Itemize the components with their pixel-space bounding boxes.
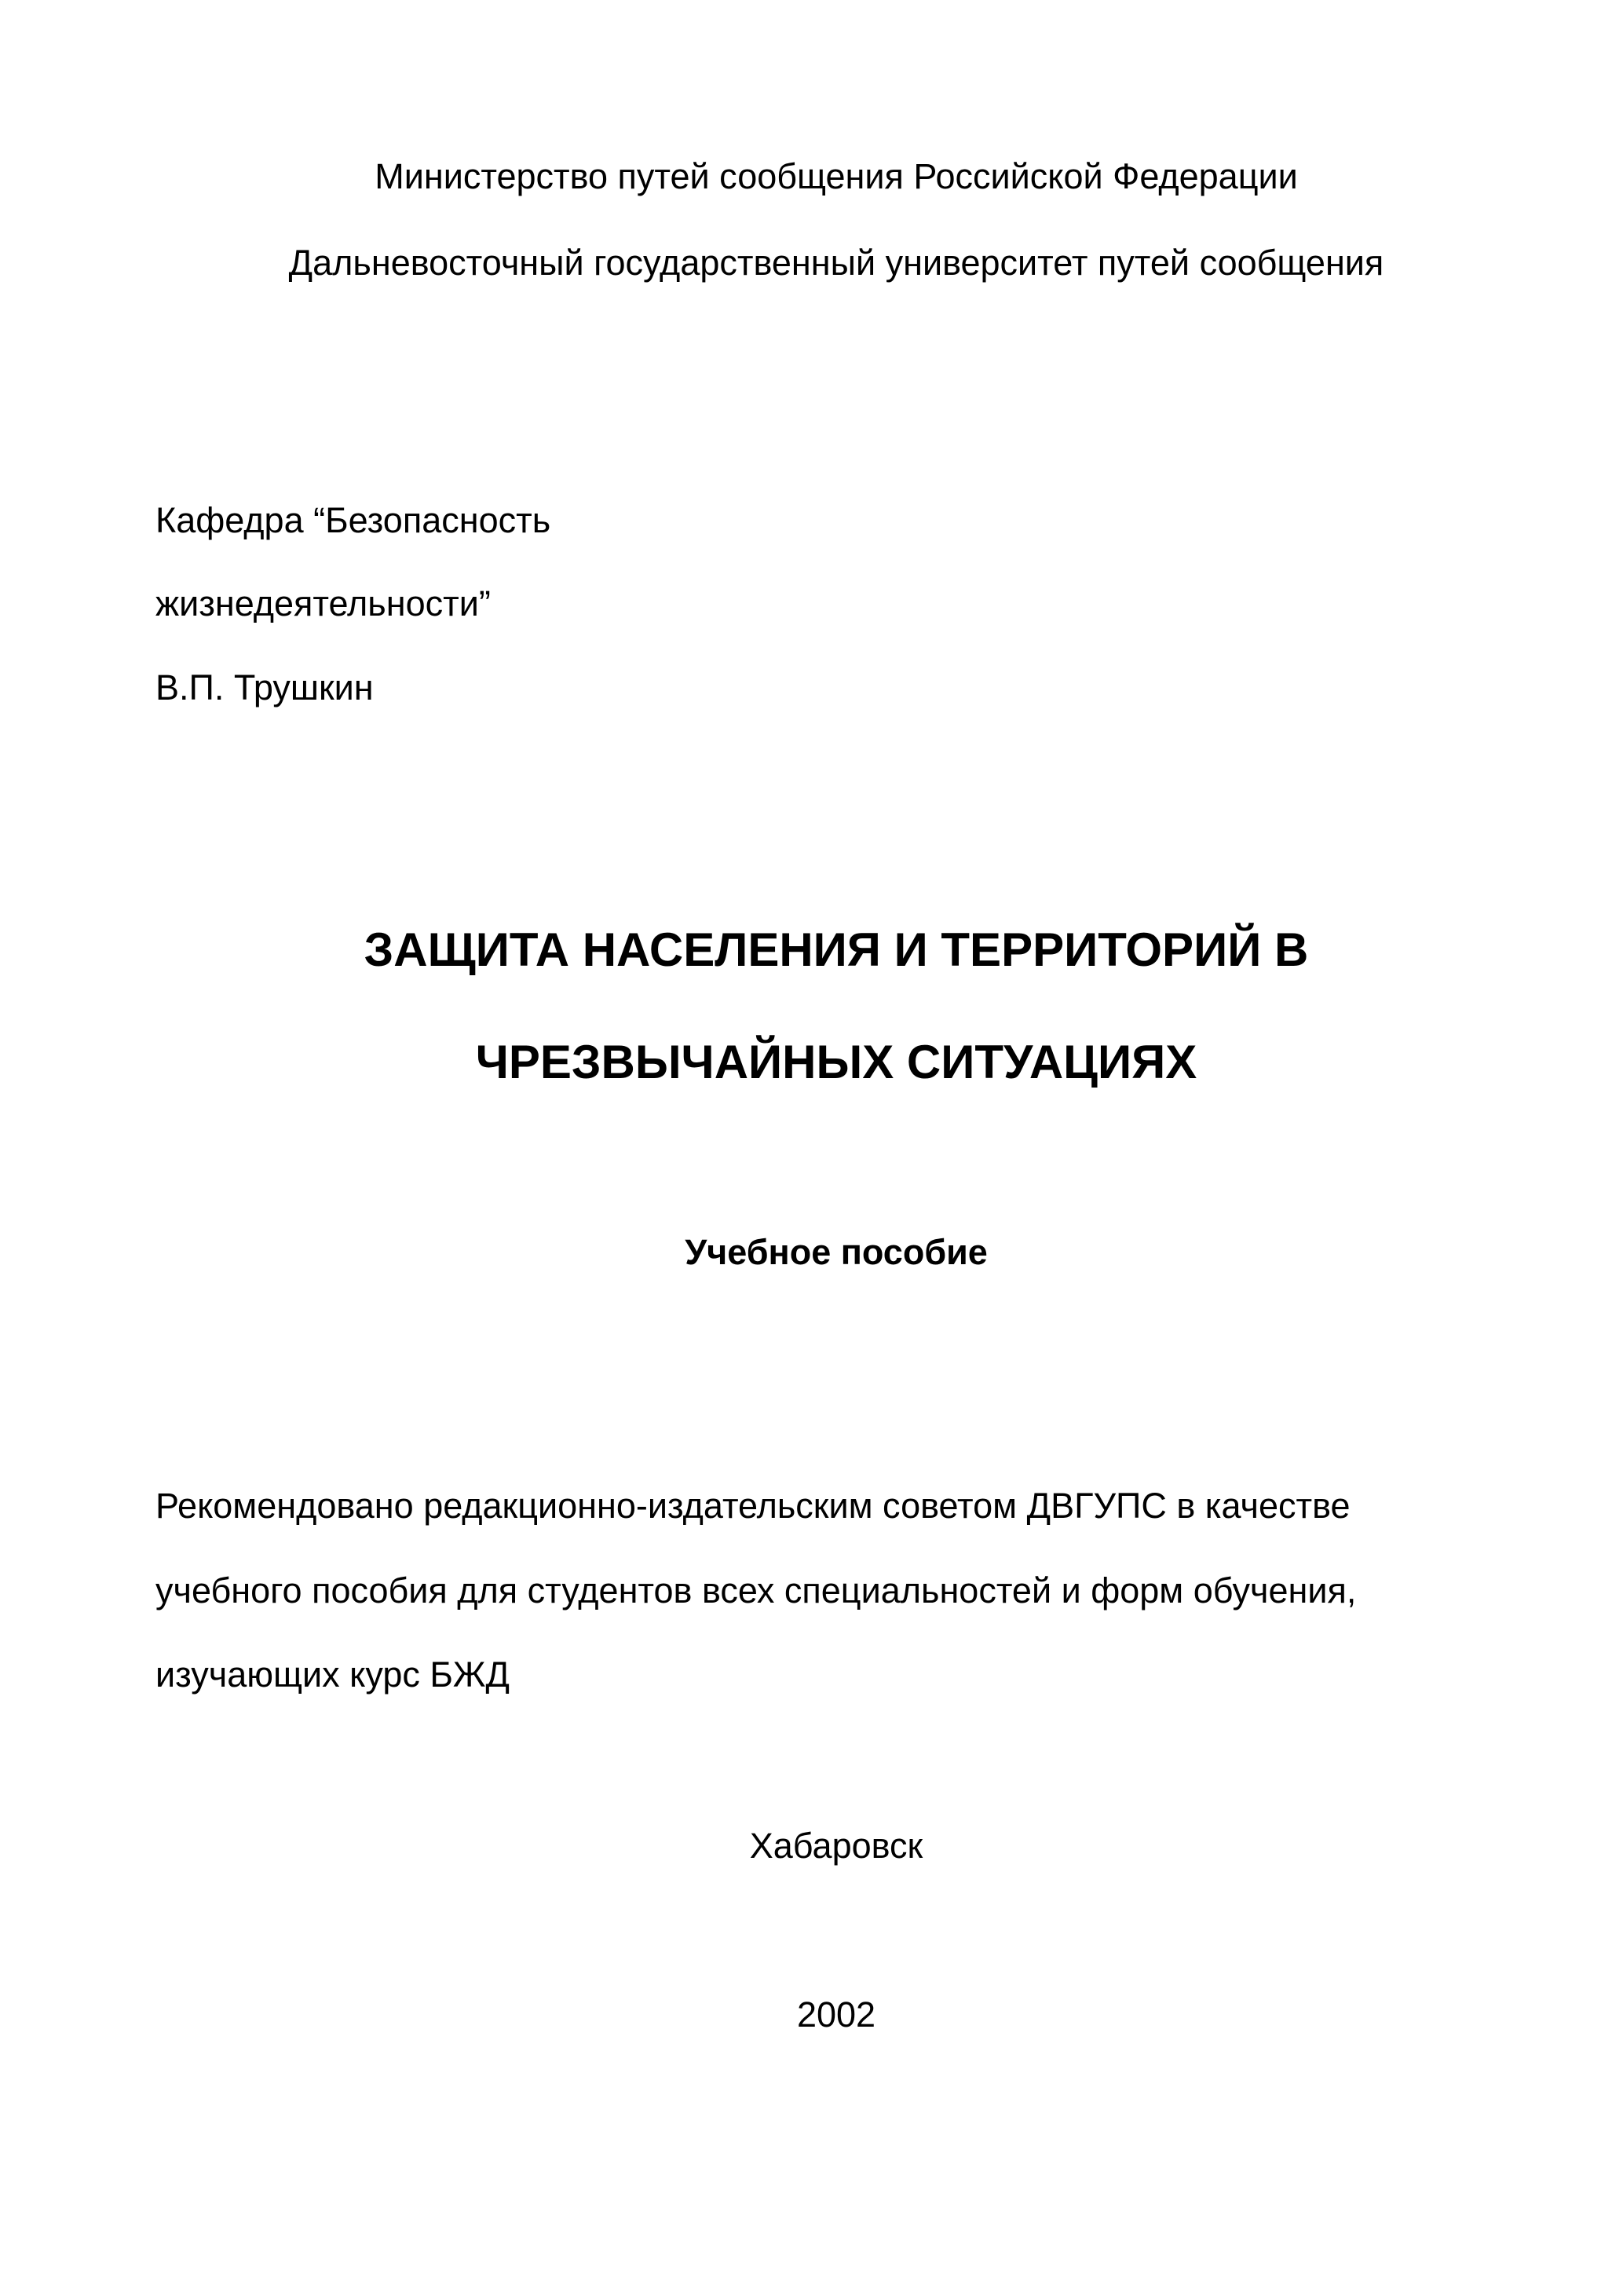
department-line-2: жизнедеятельности” [155,583,491,623]
document-title-line-2: ЧРЕЗВЫЧАЙНЫХ СИТУАЦИЯХ [475,1036,1197,1088]
publication-city: Хабаровск [749,1826,923,1866]
ministry-heading: Министерство путей сообщения Российской Федерации [375,156,1298,196]
document-title-line-1: ЗАЩИТА НАСЕЛЕНИЯ И ТЕРРИТОРИЙ В [364,923,1309,976]
publication-year: 2002 [796,1994,876,2035]
recommendation-line-3: изучающих курс БЖД [155,1654,510,1695]
department-line-1: Кафедра “Безопасность [155,500,551,540]
recommendation-line-1: Рекомендовано редакционно-издательским советом ДВГУПС в качестве [155,1486,1351,1526]
university-heading: Дальневосточный государственный университет путей сообщения [288,243,1384,283]
recommendation-line-2: учебного пособия для студентов всех специальностей и форм обучения, [155,1570,1357,1610]
author-name: В.П. Трушкин [155,667,374,707]
document-subtitle: Учебное пособие [685,1232,988,1272]
